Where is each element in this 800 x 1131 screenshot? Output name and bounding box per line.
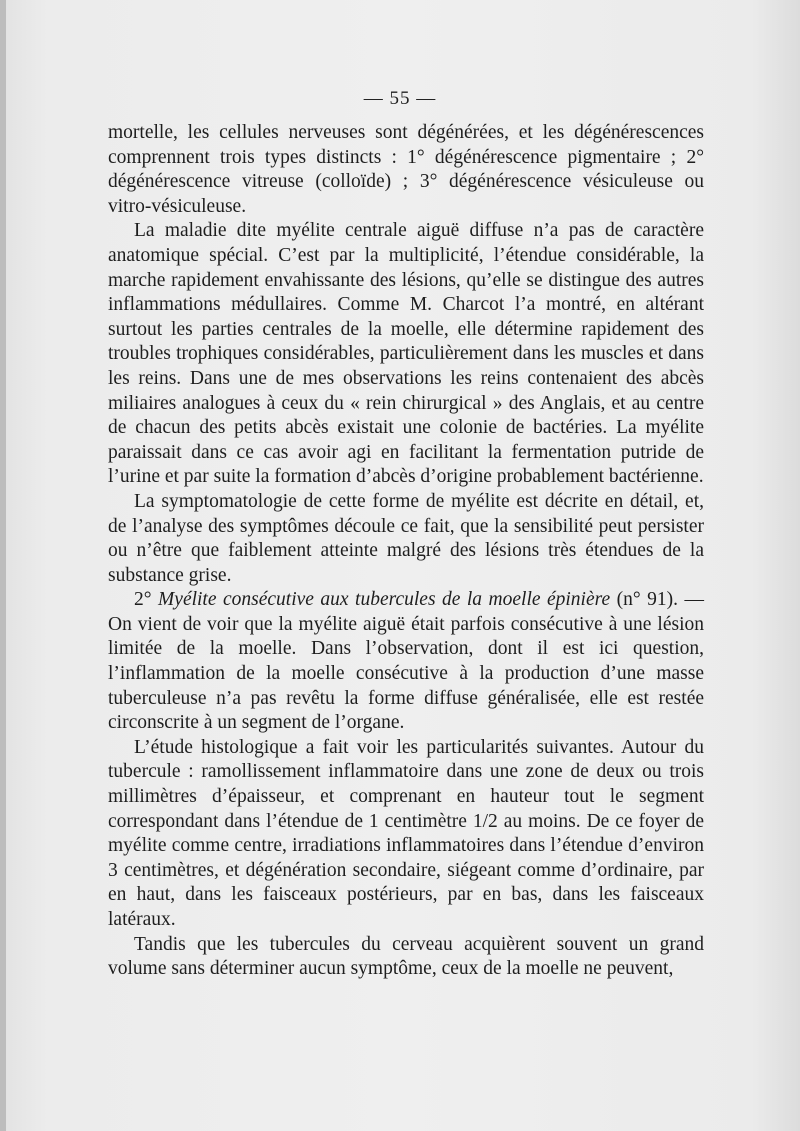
paragraph-myelite-centrale: La maladie dite myélite centrale aiguë diffuse n’a pas de caractère anatomique spécial. C’est par la multiplicité, l’étendue considérable, la marche rapidement envahissante des lésions, qu’elle se distingue des autres inflammations médullaires. Comme M. Charcot l’a montré, en altérant surtout les parties centrales de la moelle, elle détermine rapidement des troubles trophiques considérables, particulièrement dans les muscles et dans les reins. Dans une de mes observations les reins contenaient des abcès miliaires analogues à ceux du « rein chirurgical » des Anglais, et au centre de chacun des petits abcès existait une colonie de bactéries. La myélite paraissait dans ce cas avoir agi en facilitant la fermentation putride de l’urine et par suite la formation d’abcès d’origine probablement bactérienne. xyxy=(108,220,704,488)
page-number: — 55 — xyxy=(363,88,437,109)
paragraph-myelite-tubercules xyxy=(108,588,704,736)
section-body: (n° 91). — On vient de voir que la myélite aiguë était parfois consécutive à une lésion limitée de la moelle. Dans l’observation, dont il est ici question, l’inflammation de la moelle consécutive à la production d’une masse tuberculeuse n’a pas revêtu la forme diffuse généralisée, elle est restée circonscrite à un segment de l’organe. xyxy=(108,589,704,734)
paragraph-continuation: mortelle, les cellules nerveuses sont dégénérées, et les dégénérescences comprennent trois types distincts : 1° dégénérescence pigmentaire ; 2° dégénérescence vitreuse (colloïde) ; 3° dégénérescence vésiculeuse ou vitro-vésiculeuse. xyxy=(108,122,704,217)
paragraph-etude-histologique: L’étude histologique a fait voir les particularités suivantes. Autour du tubercule : ramollissement inflammatoire dans une zone de deux ou trois millimètres d’épaisseur, et comprenant en hauteur tout le segment correspondant dans l’étendue de 1 centimètre 1/2 au moins. De ce foyer de myélite comme centre, irradiations inflammatoires dans l’étendue d’environ 3 centimètres, et dégénération secondaire, siégeant comme d’ordinaire, par en haut, dans les faisceaux postérieurs, par en bas, dans les faisceaux latéraux. xyxy=(108,736,704,930)
page-body xyxy=(108,121,704,982)
section-number: 2° xyxy=(134,589,152,611)
section-title: Myélite consécutive aux tubercules de la moelle épinière xyxy=(158,589,611,611)
paragraph-tubercules-cerveau: Tandis que les tubercules du cerveau acquièrent souvent un grand volume sans déterminer aucun symptôme, ceux de la moelle ne peuvent, xyxy=(108,933,704,980)
paragraph-symptomatologie: La symptomatologie de cette forme de myélite est décrite en détail, et, de l’analyse des symptômes découle ce fait, que la sensibilité peut persister ou n’être que faiblement atteinte malgré des lésions très étendues de la substance grise. xyxy=(108,490,704,586)
